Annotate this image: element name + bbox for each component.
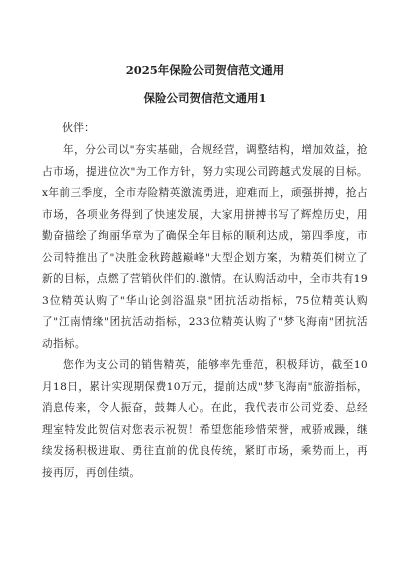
- document-title: 2025年保险公司贺信范文通用: [125, 63, 285, 77]
- document-subtitle: 保险公司贺信范文通用1: [143, 91, 267, 105]
- salutation: 伙伴：: [62, 121, 95, 134]
- body-paragraph-2: 您作为支公司的销售精英，能够率先垂范，积极拜访，截至10月18日，累计实现期保费10万元，提前达成"梦飞海南"旅游指标，消息传来，令人振奋，鼓舞人心。在此，我代表市公司党委、总经理室特发此贺信对您表示祝贺！希望您能珍惜荣誉，戒骄戒躁，继续发扬积极进取、勇往直前的优良传统，紧盯市场，乘势而上，再接再厉，再创佳绩。: [42, 359, 368, 479]
- body-paragraph-1: 年，分公司以"夯实基础，合规经营，调整结构，增加效益，抢占市场，提进位次"为工作方针，努力实现公司跨越式发展的目标。x年前三季度，全市寿险精英激流勇进，迎难而上，顽强拼搏，抢占市场，各项业务得到了快速发展，大家用拼搏书写了辉煌历史，用勤奋描绘了绚丽华章为了确保全年目标的顺利达成，第四季度，市公司特推出了"决胜金秋跨越巅峰"大型企划方案，为精英们树立了新的目标，点燃了营销伙伴们的.激情。在认购活动中，全市共有193位精英认购了"华山论剑浴温泉"团抗活动指标，75位精英认购了"江南情缘"团抗活动指标，233位精英认购了"梦飞海南"团抗活动指标。: [42, 144, 368, 350]
